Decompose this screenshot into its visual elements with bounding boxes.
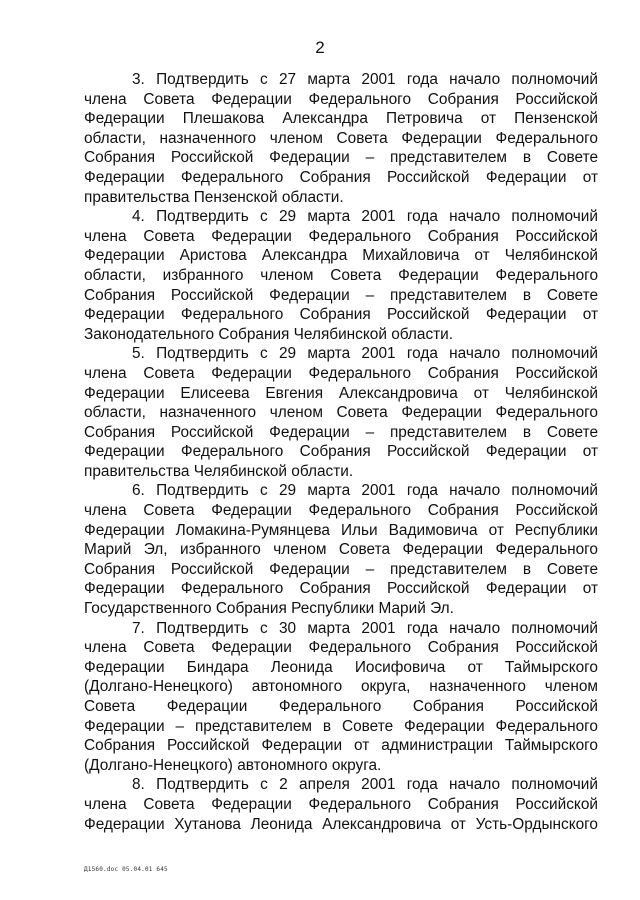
paragraph-1 bbox=[84, 70, 598, 207]
text-line: 3. Подтвердить с 27 марта 2001 года начало полномочий bbox=[132, 71, 598, 88]
paragraph-6 bbox=[84, 775, 598, 834]
text-line: члена Совета Федерации Федерального Собрания Российской bbox=[84, 90, 598, 108]
text-line: Федерации Елисеева Евгения Александровича от Челябинской bbox=[84, 384, 598, 402]
paragraph-2 bbox=[84, 207, 598, 344]
text-line: Федерации Ломакина-Румянцева Ильи Вадимовича от Республики bbox=[84, 521, 598, 539]
text-line: 8. Подтвердить с 2 апреля 2001 года начало полномочий bbox=[132, 776, 598, 794]
text-line: (Долгано-Ненецкого) автономного округа, назначенного членом bbox=[84, 678, 598, 696]
text-line: Федерации Хутанова Леонида Александровича от Усть-Ордынского bbox=[84, 815, 598, 833]
document-body bbox=[84, 70, 598, 834]
text-line: Собрания Российской Федерации – представителем в Совете bbox=[84, 149, 598, 167]
text-line: Марий Эл, избранного членом Совета Федерации Федерального bbox=[84, 541, 598, 559]
text-line: 4. Подтвердить с 29 марта 2001 года начало полномочий bbox=[132, 208, 598, 226]
text-line: Законодательного Собрания Челябинской области. bbox=[84, 325, 454, 343]
text-line: члена Совета Федерации Федерального Собрания Российской bbox=[84, 364, 598, 382]
text-line: 5. Подтвердить с 29 марта 2001 года начало полномочий bbox=[132, 345, 598, 363]
paragraph-3 bbox=[84, 344, 598, 481]
text-line: члена Совета Федерации Федерального Собрания Российской bbox=[84, 502, 598, 520]
text-line: Собрания Российской Федерации – представителем в Совете bbox=[84, 423, 598, 441]
text-line: Федерации Федерального Собрания Российской Федерации от bbox=[84, 168, 598, 186]
text-line: правительства Пензенской области. bbox=[84, 188, 344, 206]
text-line: 7. Подтвердить с 30 марта 2001 года начало полномочий bbox=[132, 619, 598, 637]
footer-file-code: Д1560.doc 05.04.01 645 bbox=[84, 866, 168, 873]
text-line: Федерации Биндара Леонида Иосифовича от Таймырского bbox=[84, 658, 598, 676]
text-line: Собрания Российской Федерации – представителем в Совете bbox=[84, 560, 598, 578]
text-line: области, назначенного членом Совета Федерации Федерального bbox=[84, 404, 598, 422]
text-line: области, избранного членом Совета Федерации Федерального bbox=[84, 266, 598, 284]
text-line: Федерации Федерального Собрания Российской Федерации от bbox=[84, 580, 598, 598]
text-line: области, назначенного членом Совета Федерации Федерального bbox=[84, 129, 598, 147]
text-line: члена Совета Федерации Федерального Собрания Российской bbox=[84, 639, 598, 657]
text-line: Федерации Федерального Собрания Российской Федерации от bbox=[84, 306, 598, 324]
text-line: правительства Челябинской области. bbox=[84, 462, 354, 480]
paragraph-5 bbox=[84, 619, 598, 776]
text-line: (Долгано-Ненецкого) автономного округа. bbox=[84, 756, 382, 774]
paragraph-4 bbox=[84, 481, 598, 618]
text-line: Федерации Плешакова Александра Петровича от Пензенской bbox=[84, 110, 598, 128]
text-line: Федерации – представителем в Совете Федерации Федерального bbox=[84, 717, 598, 735]
text-line: члена Совета Федерации Федерального Собрания Российской bbox=[84, 227, 598, 245]
text-line: Федерации Аристова Александра Михайловича от Челябинской bbox=[84, 247, 598, 265]
text-line: Государственного Собрания Республики Марий Эл. bbox=[84, 600, 454, 618]
text-line: Собрания Российской Федерации от администрации Таймырского bbox=[84, 737, 598, 755]
page-number: 2 bbox=[315, 38, 325, 57]
text-line: Собрания Российской Федерации – представителем в Совете bbox=[84, 286, 598, 304]
text-line: Федерации Федерального Собрания Российской Федерации от bbox=[84, 443, 598, 461]
text-line: члена Совета Федерации Федерального Собрания Российской bbox=[84, 795, 598, 813]
text-line: Совета Федерации Федерального Собрания Российской bbox=[84, 698, 598, 715]
text-line: 6. Подтвердить с 29 марта 2001 года начало полномочий bbox=[132, 482, 598, 500]
